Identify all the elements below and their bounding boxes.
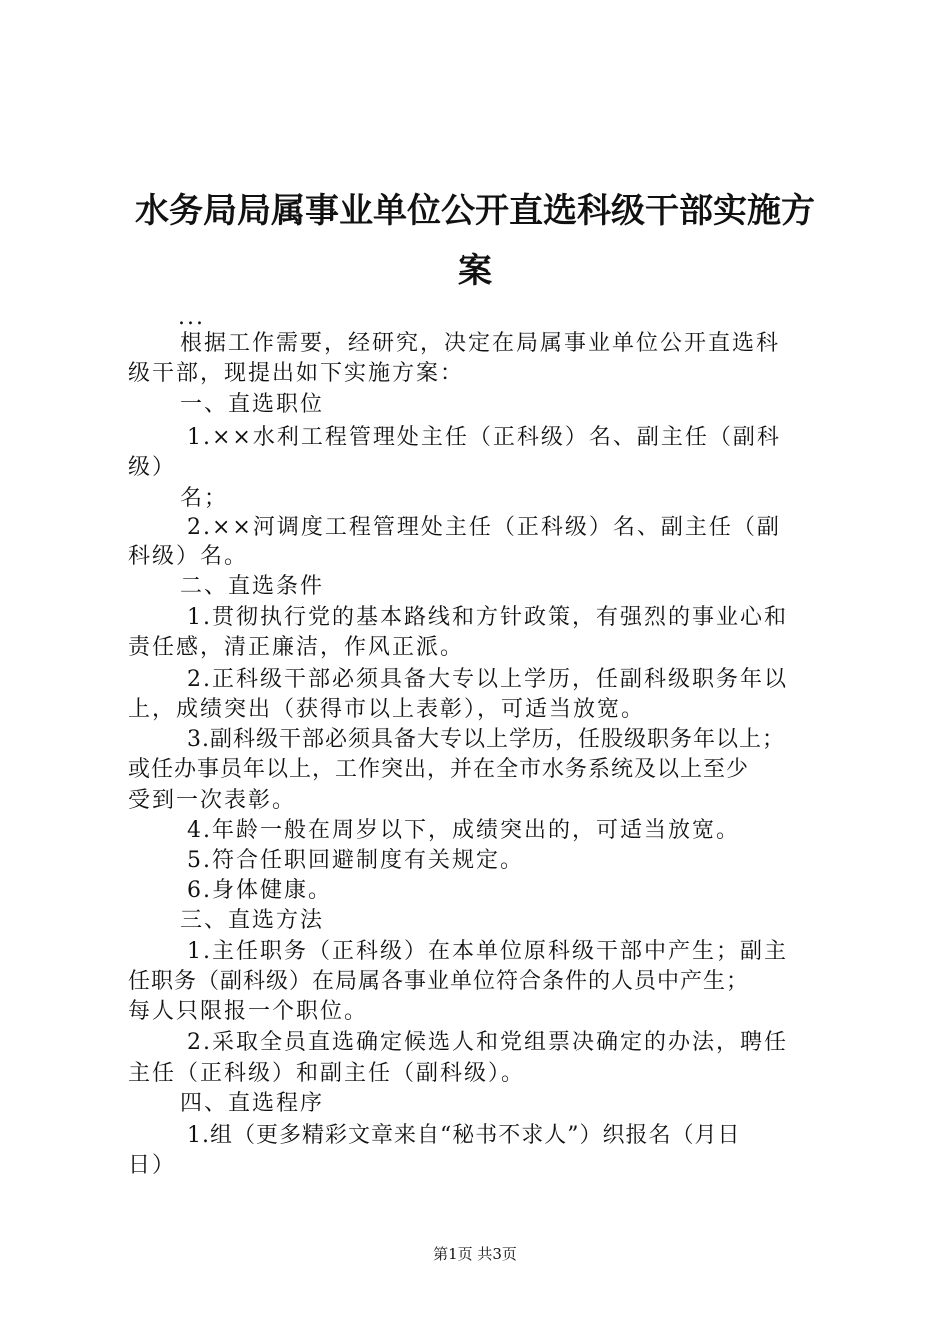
body-line: 名； <box>180 486 229 511</box>
page-footer: 第1页 共3页 <box>433 1245 517 1263</box>
document-title-line-1: 水务局局属事业单位公开直选科级干部实施方 <box>135 191 815 231</box>
body-line: 3.副科级干部必须具备大专以上学历，任股级职务年以上； <box>187 727 785 752</box>
body-line: 主任（正科级）和副主任（副科级）。 <box>128 1061 526 1086</box>
body-line: 责任感，清正廉洁，作风正派。 <box>128 635 465 660</box>
body-line: 级） <box>128 455 177 480</box>
body-line: 6.身体健康。 <box>187 878 332 903</box>
section-heading-4: 四、直选程序 <box>180 1091 325 1116</box>
section-heading-1: 一、直选职位 <box>180 392 325 417</box>
section-heading-2: 二、直选条件 <box>180 574 325 599</box>
body-line: 根据工作需要，经研究，决定在局属事业单位公开直选科 <box>180 331 781 356</box>
body-line: 2.××河调度工程管理处主任（正科级）名、副主任（副 <box>187 515 781 540</box>
body-line: 2.正科级干部必须具备大专以上学历，任副科级职务年以 <box>187 667 788 692</box>
body-line: 每人只限报一个职位。 <box>128 999 369 1024</box>
body-line: 受到一次表彰。 <box>128 788 297 813</box>
body-line: 1.××水利工程管理处主任（正科级）名、副主任（副科 <box>187 425 781 450</box>
body-line: 4.年龄一般在周岁以下，成绩突出的，可适当放宽。 <box>187 818 740 843</box>
body-line: 日） <box>128 1153 177 1178</box>
body-line: 上，成绩突出（获得市以上表彰），可适当放宽。 <box>128 697 646 722</box>
body-line: 1.贯彻执行党的基本路线和方针政策，有强烈的事业心和 <box>187 605 788 630</box>
body-line: 科级）名。 <box>128 544 249 569</box>
body-line: 或任办事员年以上，工作突出，并在全市水务系统及以上至少 <box>128 757 750 782</box>
body-line: 2.采取全员直选确定候选人和党组票决确定的办法，聘任 <box>187 1030 788 1055</box>
body-line: 5.符合任职回避制度有关规定。 <box>187 848 524 873</box>
body-line: 任职务（副科级）在局属各事业单位符合条件的人员中产生； <box>128 969 750 994</box>
section-heading-3: 三、直选方法 <box>180 908 325 933</box>
document-title-line-2: 案 <box>458 251 492 291</box>
body-line: 1.主任职务（正科级）在本单位原科级干部中产生；副主 <box>187 939 788 964</box>
ellipsis-line: ... <box>178 305 205 330</box>
body-line: 级干部，现提出如下实施方案： <box>128 361 465 386</box>
body-line: 1.组（更多精彩文章来自“秘书不求人”）织报名（月日 <box>187 1123 741 1148</box>
